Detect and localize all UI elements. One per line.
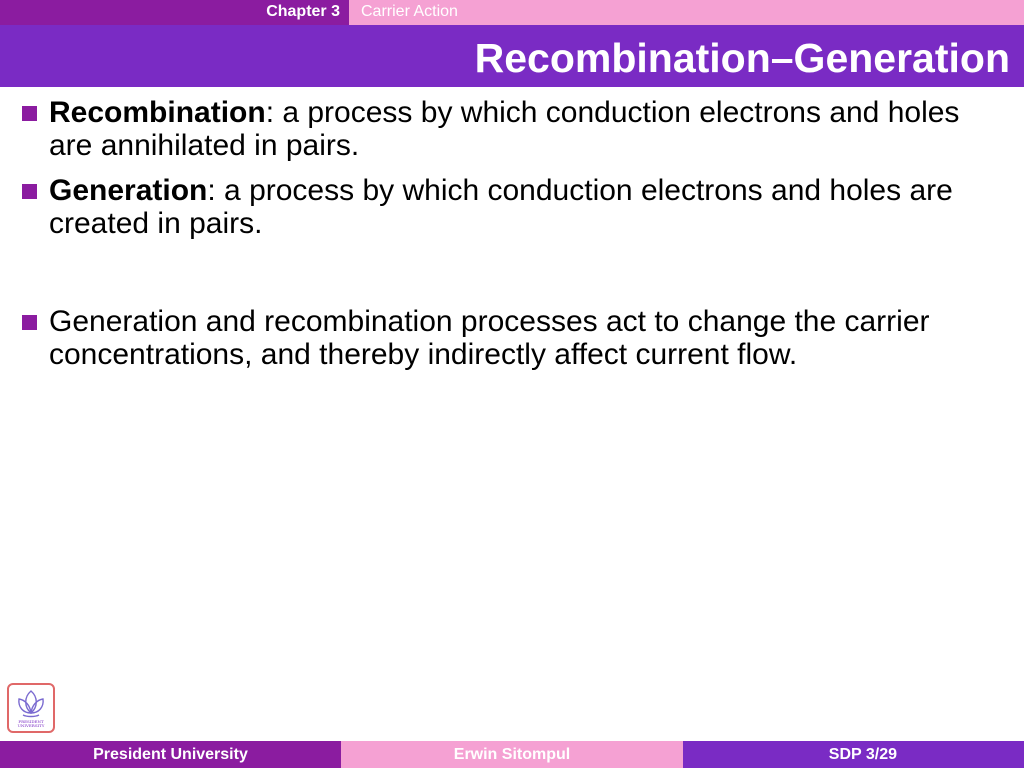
title-bar	[0, 25, 1024, 87]
square-bullet-icon	[22, 184, 37, 199]
footer-page-number: SDP 3/29	[683, 741, 1024, 768]
bullet-processes	[19, 305, 1009, 371]
section-label: Carrier Action	[349, 0, 1024, 25]
bullet-text: : a process by which conduction electrons and holes are created in pairs.	[49, 174, 953, 240]
footer-author: Erwin Sitompul	[341, 741, 683, 768]
bullet-text: : a process by which conduction electrons and holes are annihilated in pairs.	[49, 96, 960, 162]
logo-caption	[9, 720, 53, 728]
bullet-term: Recombination	[49, 96, 266, 129]
top-bar	[0, 0, 1024, 25]
bullet-term: Generation	[49, 174, 208, 207]
square-bullet-icon	[22, 315, 37, 330]
logo-text-line1: PRESIDENT	[18, 719, 44, 724]
bullet-recombination	[19, 96, 1009, 162]
university-logo-icon	[7, 683, 55, 733]
lotus-emblem-icon	[9, 685, 53, 721]
logo-text-line2: UNIVERSITY	[17, 723, 45, 728]
slide-content	[19, 96, 1009, 371]
square-bullet-icon	[22, 106, 37, 121]
bullet-generation	[19, 174, 1009, 240]
footer	[0, 741, 1024, 768]
chapter-label: Chapter 3	[0, 0, 349, 25]
footer-institution: President University	[0, 741, 341, 768]
bullet-text: Generation and recombination processes act to change the carrier concentrations, and thereby indirectly affect current flow.	[49, 305, 930, 371]
slide-title: Recombination–Generation	[474, 35, 1010, 81]
